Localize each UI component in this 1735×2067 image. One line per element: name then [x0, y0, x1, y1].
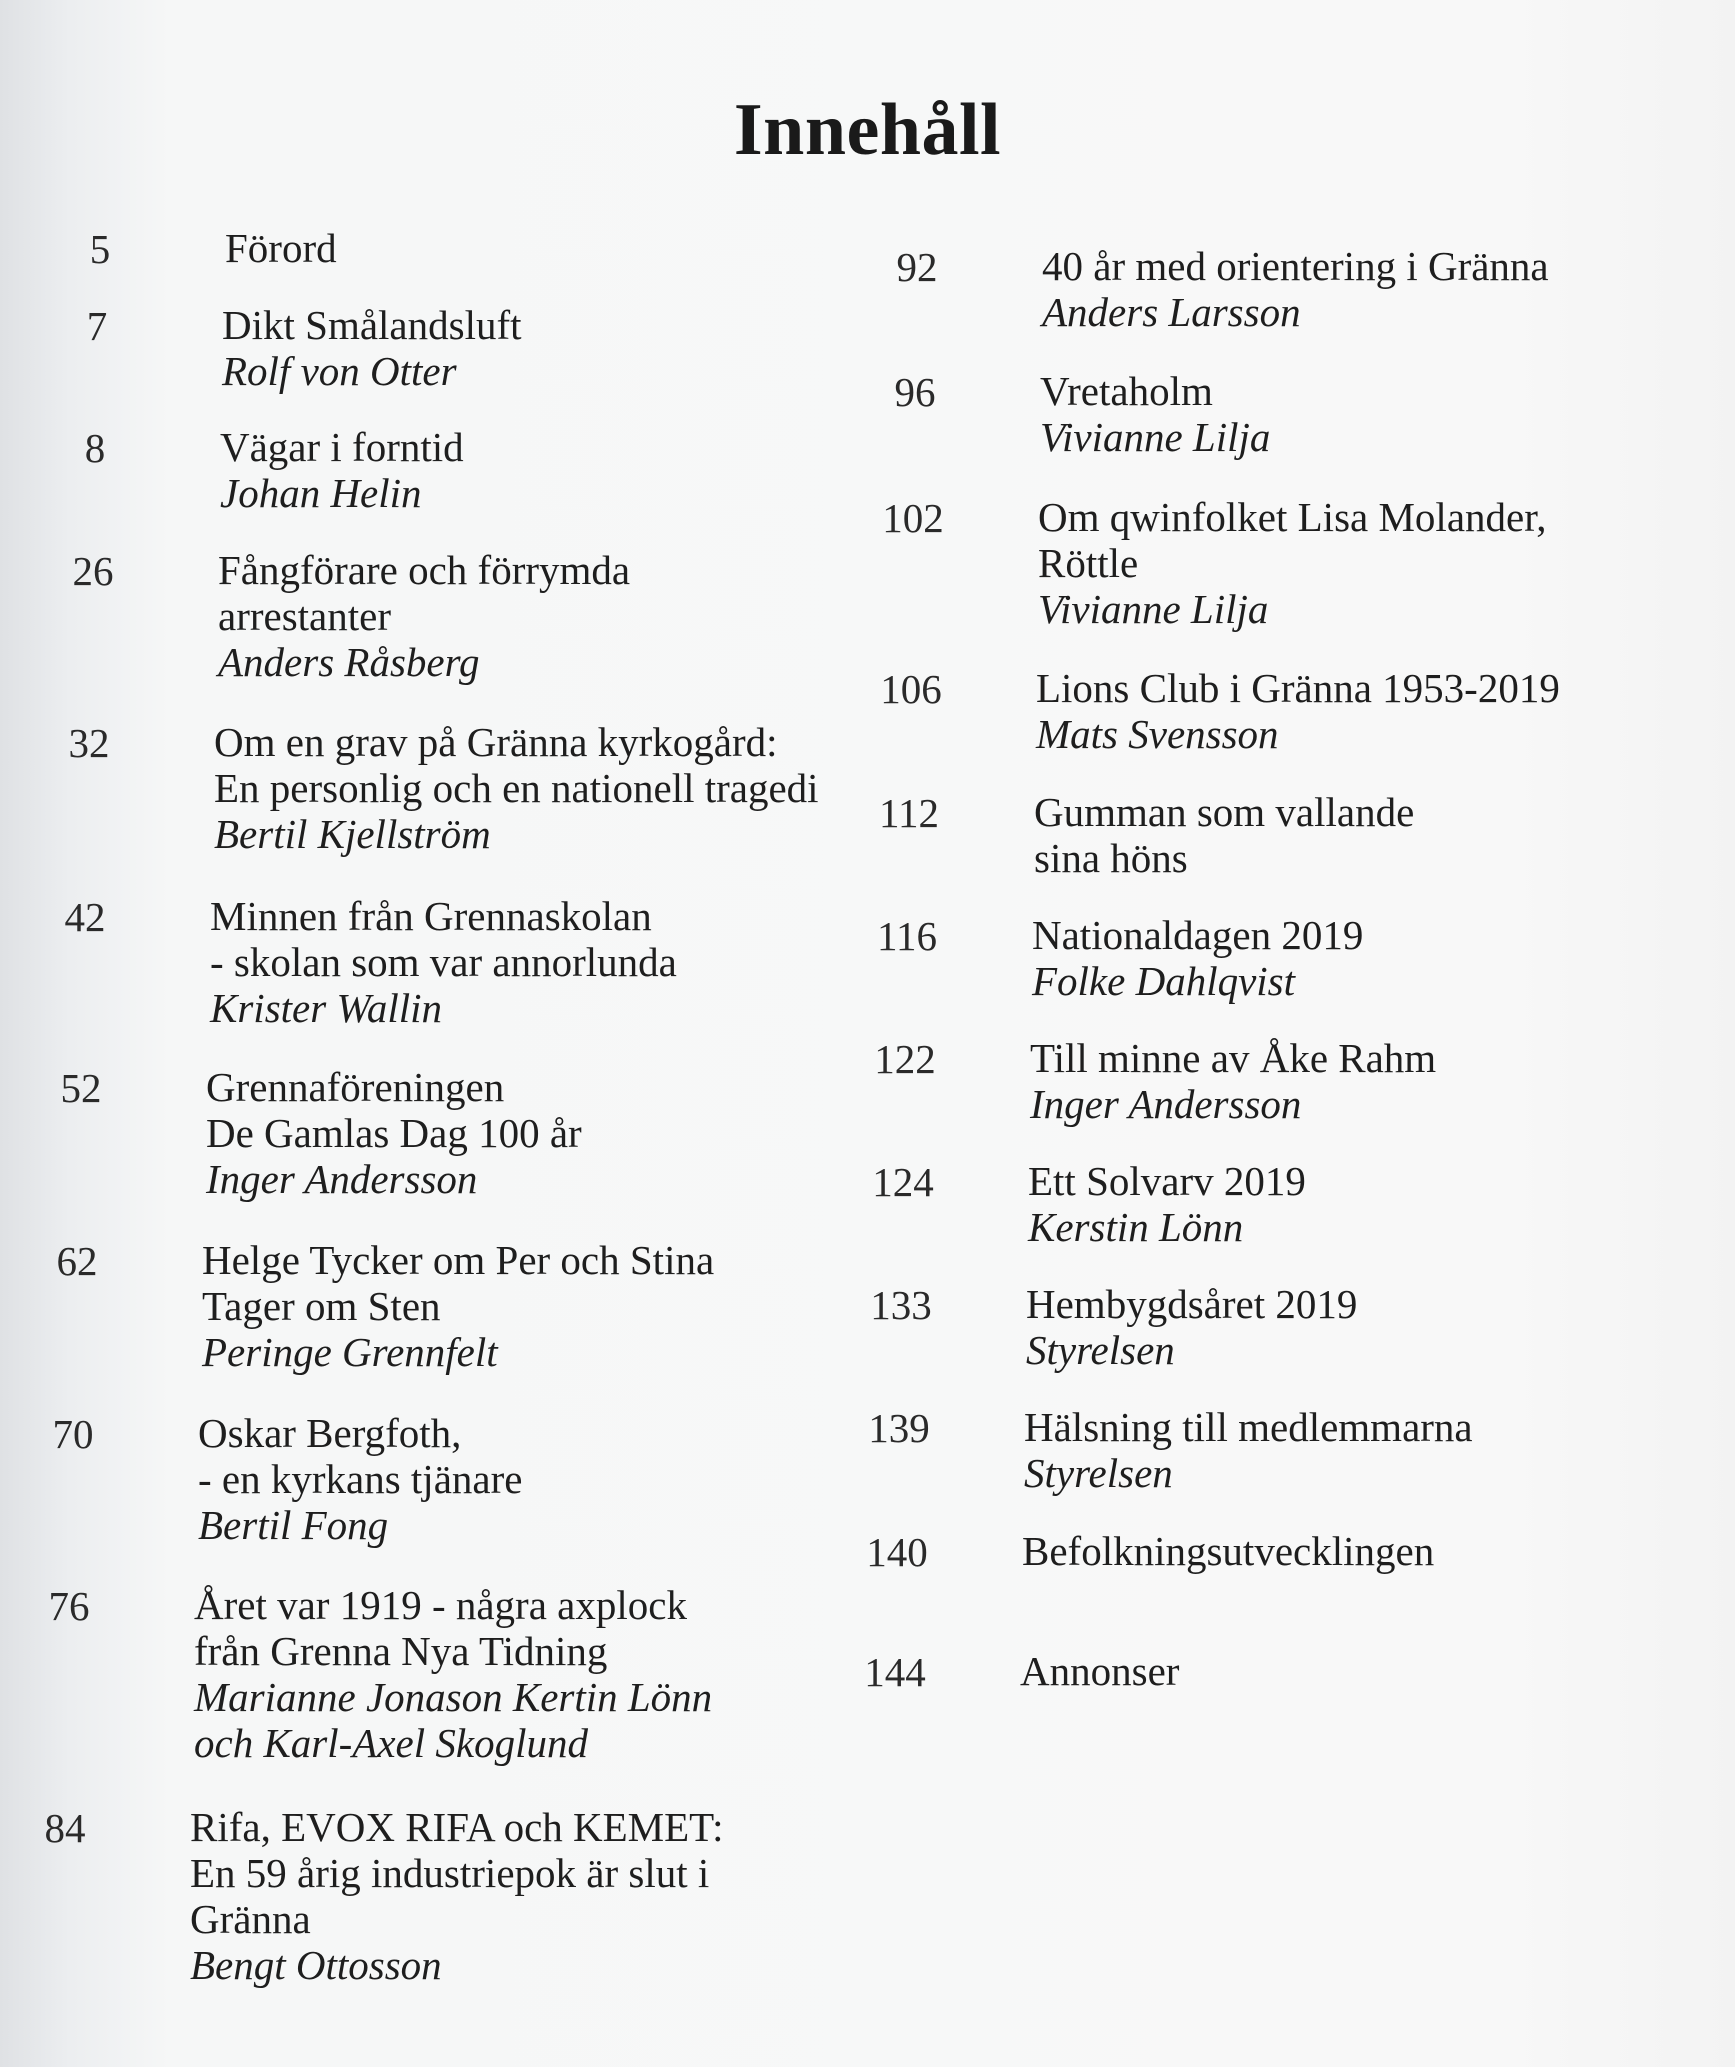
toc-entry-title: sina höns [1034, 835, 1188, 881]
toc-entry-author: Inger Andersson [206, 1156, 478, 1202]
toc-page-number: 62 [56, 1238, 98, 1284]
toc-entry-title: Befolkningsutvecklingen [1022, 1528, 1435, 1574]
toc-entry-title: från Grenna Nya Tidning [194, 1628, 608, 1674]
toc-entry-author: Vivianne Lilja [1040, 414, 1271, 460]
toc-entry-body [210, 893, 677, 1031]
toc-entry-title: Förord [225, 225, 337, 271]
toc-entry-title: Helge Tycker om Per och Stina [202, 1237, 715, 1283]
toc-entry-body [202, 1237, 714, 1375]
toc-page-number: 122 [874, 1036, 936, 1082]
toc-page-number: 84 [44, 1805, 86, 1851]
toc-entry-body [1028, 1158, 1306, 1250]
toc-entry-title: Dikt Smålandsluft [222, 302, 522, 348]
toc-entry-title: Vretaholm [1040, 368, 1213, 414]
toc-entry-title: Tager om Sten [202, 1283, 441, 1329]
toc-entry-author: Rolf von Otter [222, 348, 457, 394]
toc-entry-body [1042, 243, 1549, 335]
toc-page-number: 26 [72, 548, 114, 594]
toc-entry-author: Vivianne Lilja [1038, 586, 1269, 632]
toc-entry-title: Om qwinfolket Lisa Molander, [1038, 494, 1547, 540]
toc-entry-title: Till minne av Åke Rahm [1030, 1035, 1437, 1081]
toc-entry-title: - skolan som var annorlunda [210, 939, 677, 985]
toc-entry-author: Bertil Kjellström [214, 811, 491, 857]
toc-entry-body [194, 1582, 712, 1766]
toc-page-number: 5 [89, 226, 111, 272]
toc-entry-body [1024, 1404, 1473, 1496]
toc-page-number: 140 [866, 1529, 928, 1575]
toc-entry-body [220, 424, 464, 516]
toc-entry-body [218, 547, 630, 685]
toc-entry-body [1020, 1648, 1179, 1694]
toc-entry-author: Bertil Fong [198, 1502, 389, 1548]
toc-entry-body [190, 1804, 724, 1988]
toc-entry-title: Rifa, EVOX RIFA och KEMET: [190, 1804, 724, 1850]
toc-page-number: 106 [880, 666, 942, 712]
toc-entry-title: Minnen från Grennaskolan [210, 893, 652, 939]
toc-entry-title: Gränna [190, 1896, 311, 1942]
toc-entry-author: Styrelsen [1024, 1450, 1173, 1496]
toc-entry-title: Lions Club i Gränna 1953-2019 [1036, 665, 1560, 711]
toc-entry-title: Hälsning till medlemmarna [1024, 1404, 1473, 1450]
toc-entry-body [225, 225, 337, 271]
toc-entry-body [198, 1410, 522, 1548]
toc-page-number: 144 [864, 1649, 926, 1695]
toc-page-number: 112 [879, 790, 939, 836]
toc-page-number: 96 [894, 369, 936, 415]
toc-entry-title: Annonser [1020, 1648, 1180, 1694]
toc-entry-author: Inger Andersson [1030, 1081, 1302, 1127]
toc-entry-title: Gumman som vallande [1034, 789, 1415, 835]
toc-entry-body [1026, 1281, 1357, 1373]
toc-entry-author: Styrelsen [1026, 1327, 1175, 1373]
toc-page-number: 32 [68, 720, 110, 766]
toc-entry-title: Oskar Bergfoth, [198, 1410, 462, 1456]
toc-entry-title: De Gamlas Dag 100 år [206, 1110, 582, 1156]
toc-entry-title: Hembygdsåret 2019 [1026, 1281, 1358, 1327]
toc-entry-title: Röttle [1038, 540, 1139, 586]
toc-entry-title: En personlig och en nationell tragedi [214, 765, 819, 811]
toc-entry-title: arrestanter [218, 593, 391, 639]
toc-entry-author: Mats Svensson [1036, 711, 1279, 757]
toc-entry-body [1036, 665, 1560, 757]
toc-page-number: 42 [64, 894, 106, 940]
toc-page-number: 7 [86, 303, 108, 349]
toc-entry-body [1032, 912, 1363, 1004]
toc-entry-author: Kerstin Lönn [1028, 1204, 1244, 1250]
toc-entry-title: En 59 årig industriepok är slut i [190, 1850, 710, 1896]
toc-entry-title: Ett Solvarv 2019 [1028, 1158, 1306, 1204]
toc-entry-author: Folke Dahlqvist [1032, 958, 1296, 1004]
toc-entry-title: Fångförare och förrymda [218, 547, 631, 593]
toc-entry-author: och Karl-Axel Skoglund [194, 1720, 588, 1766]
toc-entry-body [1034, 789, 1414, 881]
toc-page-number: 8 [84, 425, 106, 471]
toc-entry-author: Anders Larsson [1042, 289, 1301, 335]
toc-entry-title: 40 år med orientering i Gränna [1042, 243, 1549, 289]
toc-page-number: 92 [896, 244, 938, 290]
toc-entry-body [206, 1064, 582, 1202]
toc-entry-title: Om en grav på Gränna kyrkogård: [214, 719, 778, 765]
toc-page-number: 52 [60, 1065, 102, 1111]
toc-entry-author: Marianne Jonason Kertin Lönn [194, 1674, 713, 1720]
toc-page-number: 76 [48, 1583, 90, 1629]
toc-entry-body [222, 302, 522, 394]
toc-entry-body [1022, 1528, 1434, 1574]
toc-entry-author: Krister Wallin [210, 985, 443, 1031]
toc-page-number: 102 [882, 495, 944, 541]
toc-entry-body [1030, 1035, 1436, 1127]
toc-entry-author: Peringe Grennfelt [202, 1329, 498, 1375]
toc-entry-body [1040, 368, 1270, 460]
toc-page-number: 139 [868, 1405, 930, 1451]
toc-entry-title: Året var 1919 - några axplock [194, 1582, 687, 1628]
toc-entry-title: Vägar i forntid [220, 424, 464, 470]
toc-entry-author: Johan Helin [220, 470, 422, 516]
toc-entry-title: - en kyrkans tjänare [198, 1456, 523, 1502]
toc-entry-title: Grennaföreningen [206, 1064, 505, 1110]
toc-entry-author: Bengt Ottosson [190, 1942, 442, 1988]
page-title: Innehåll [733, 89, 1002, 171]
toc-entry-author: Anders Råsberg [218, 639, 480, 685]
toc-entry-title: Nationaldagen 2019 [1032, 912, 1364, 958]
toc-entry-body [214, 719, 819, 857]
toc-page-number: 70 [52, 1411, 94, 1457]
toc-entry-body [1038, 494, 1546, 632]
toc-page-number: 124 [872, 1159, 934, 1205]
toc-page-number: 133 [870, 1282, 932, 1328]
toc-page-number: 116 [877, 913, 937, 959]
